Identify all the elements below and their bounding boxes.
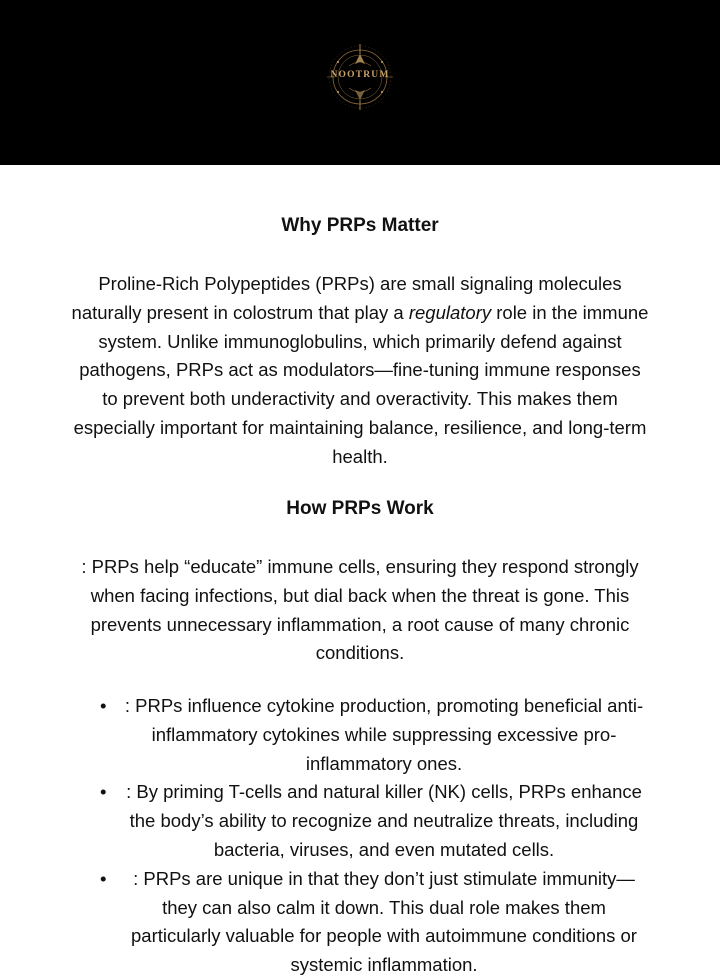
why-paragraph-emphasis: regulatory [408,301,492,323]
header-banner [0,0,720,165]
why-paragraph-part1: Proline-Rich Polypeptides (PRPs) are small signaling molecules naturally present in colostrum that play a [71,273,622,323]
bullet-text: : PRPs influence cytokine production, promoting beneficial anti-inflammatory cytokines while suppressing excessive pro-inflammatory ones. [124,695,644,774]
how-intro-paragraph: : PRPs help “educate” immune cells, ensuring they respond strongly when facing infections, but dial back when the threat is gone. This prevents unnecessary inflammation, a root cause of many chronic conditions. [81,556,639,664]
logo-wordmark: NOOTRUM [330,70,390,80]
how-bullet-list [100,692,650,980]
brand-logo[interactable] [325,42,395,112]
bullet-text: : By priming T-cells and natural killer (NK) cells, PRPs enhance the body’s ability to recognize and neutralize threats, including bacteria, viruses, and even mutated cells. [126,781,642,860]
bullet-marker: • [100,695,107,716]
bullet-text: : PRPs are unique in that they don’t just stimulate immunity—they can also calm it down. This dual role makes them particularly valuable for people with autoimmune conditions or systemic inflammation. [131,867,637,976]
why-paragraph [70,270,650,472]
why-paragraph-part2: role in the immune system. Unlike immunoglobulins, which primarily defend against pathogens, PRPs act as modulators—fine-tuning immune responses to prevent both underactivity and overactivity. This makes them especially important for maintaining balance, resilience, and long-term health. [73,301,649,467]
bullet-marker: • [100,867,107,889]
list-item [100,692,650,778]
bullet-marker: • [100,781,107,803]
list-item [100,778,650,864]
section-heading-how: How PRPs Work [286,498,434,519]
section-heading-why: Why PRPs Matter [281,215,439,236]
list-item [100,865,650,980]
